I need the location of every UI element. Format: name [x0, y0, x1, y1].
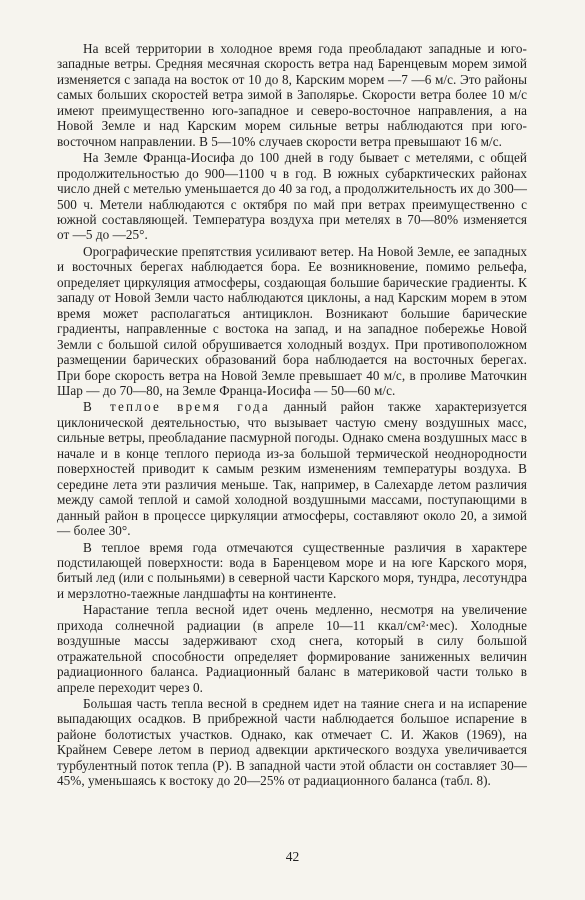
- paragraph-winter-winds: На всей территории в холодное время года преобладают западные и юго-западные ветры. Средняя месячная скорость ветра над Баренцевым морем зимой изменяется с запада на восток от 10 до 8, Карским морем —7 —6 м/с. Это районы самых больших скоростей ветра зимой в Заполярье. Скорости ветра более 10 м/с имеют преимущественно юго-западное и северо-восточное направления, а на Новой Земле и над Карским морем сильные ветры наблюдаются при юго-восточном направлении. В 5—10% случаев скорости ветра превышают 16 м/с.: [57, 41, 527, 149]
- warm-season-text: данный район также характеризуется циклонической деятельностью, что вызывает частую смену воздушных масс, сильные ветры, преобладание пасмурной погоды. Однако смена воздушных масс в начале и в конце теплого периода из-за большой термической неоднородности поверхностей приводит к самым резким изменениям температуры воздуха. В середине лета эти различия меньше. Так, например, в Салехарде летом различия между самой теплой и самой холодной воздушными массами, поступающими в данный район в процессе циркуляции атмосферы, составляют около 20, а зимой — более 30°.: [57, 399, 527, 539]
- paragraph-blizzards: На Земле Франца-Иосифа до 100 дней в году бывает с метелями, с общей продолжительностью до 900—1100 ч в год. В южных субарктических районах число дней с метелью уменьшается до 40 за год, а продолжительность их до 300—500 ч. Метели наблюдаются с октября по май при ветрах преимущественно с южной составляющей. Температура воздуха при метелях в 70—80% изменяется от —5 до —25°.: [57, 150, 527, 243]
- paragraph-warm-season: [57, 399, 527, 538]
- paragraph-heat-balance: Большая часть тепла весной в среднем идет на таяние снега и на испарение выпадающих осадков. В прибрежной части наблюдается большое испарение в районе болотистых участков. Однако, как отмечает С. И. Жаков (1969), на Крайнем Севере летом в период адвекции арктического воздуха увеличивается турбулентный поток тепла (P). В западной части этой области он составляет 30—45%, уменьшаясь к востоку до 20—25% от радиационного баланса (табл. 8).: [57, 696, 527, 789]
- paragraph-bora: Орографические препятствия усиливают ветер. На Новой Земле, ее западных и восточных берегах наблюдается бора. Ее возникновение, помимо рельефа, определяет циркуляция атмосферы, создающая большие барические градиенты. К западу от Новой Земли часто наблюдаются циклоны, а над Карским морем в этом время может располагаться антициклон. Возникают большие барические градиенты, направленные с востока на запад, и на западное побережье Новой Земли с большой силой обрушивается холодный воздух. При противоположном размещении барических образований бора наблюдается на восточных берегах. При боре скорость ветра на Новой Земле превышает 40 м/с, в проливе Маточкин Шар — до 70—80, на Земле Франца-Иосифа — 50—60 м/с.: [57, 243, 527, 398]
- paragraph-underlying-surface: В теплое время года отмечаются существенные различия в характере подстилающей поверхности: вода в Баренцевом море и на юге Карского моря, битый лед (или с полыньями) в северной части Карского моря, тундра, лесотундра и мерзлотно-таежные ландшафты на континенте.: [57, 539, 527, 601]
- warm-season-lead: В теплое время года: [83, 399, 270, 415]
- paragraph-spring-heat: Нарастание тепла весной идет очень медленно, несмотря на увеличение прихода солнечной радиации (в апреле 10—11 ккал/см²·мес). Холодные воздушные массы задерживают сход снега, который в силу большой отражательной способности определяет формирование заниженных величин радиационного баланса. Радиационный баланс в материковой части только в апреле переходит через 0.: [57, 602, 527, 695]
- body-text: [57, 41, 527, 789]
- page-number: 42: [285, 849, 300, 864]
